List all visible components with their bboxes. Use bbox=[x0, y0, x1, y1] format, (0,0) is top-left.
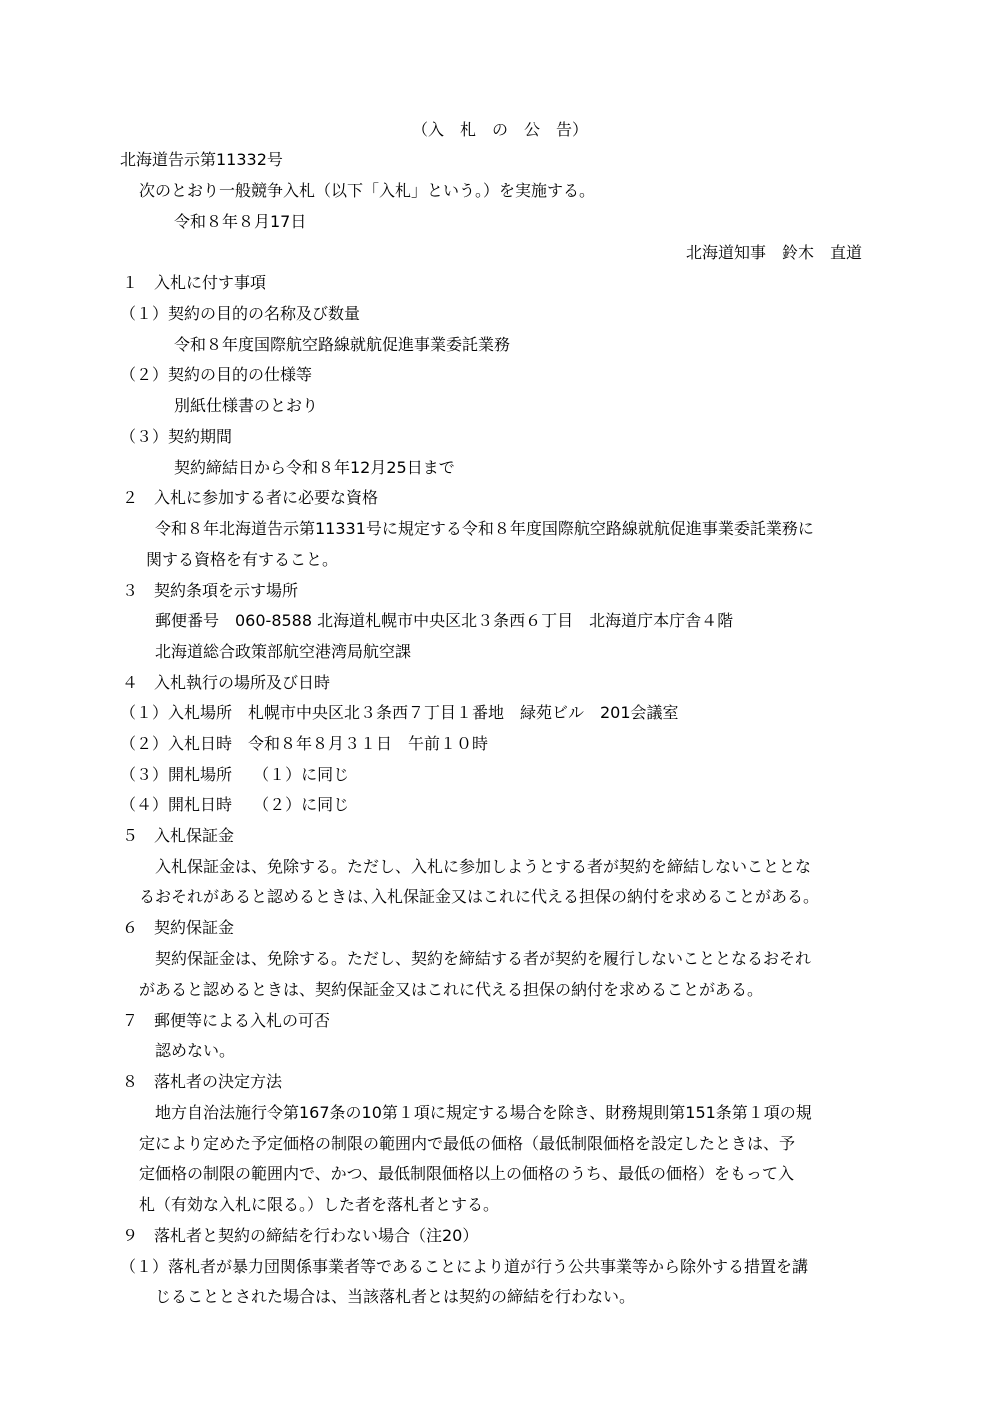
section-9-heading: ９ 落札者と契約の締結を行わない場合（注20） bbox=[122, 1226, 479, 1245]
section-7-body: 認めない。 bbox=[155, 1041, 236, 1060]
notice-date: 令和８年８月17日 bbox=[174, 212, 307, 231]
section-1-heading: １ 入札に付す事項 bbox=[122, 273, 267, 292]
section-2-heading: ２ 入札に参加する者に必要な資格 bbox=[122, 488, 379, 507]
notice-signature: 北海道知事 鈴木 直道 bbox=[685, 243, 862, 262]
section-3-heading: ３ 契約条項を示す場所 bbox=[122, 581, 299, 600]
section-1-item-3-body: 契約締結日から令和８年12月25日まで bbox=[174, 458, 455, 477]
section-1-item-1-body: 令和８年度国際航空路線就航促進事業委託業務 bbox=[174, 335, 511, 354]
notice-intro: 次のとおり一般競争入札（以下「入札」という。）を実施する。 bbox=[139, 181, 596, 200]
section-7-heading: ７ 郵便等による入札の可否 bbox=[122, 1011, 331, 1030]
section-5-line-2: るおそれがあると認めるときは､入札保証金又はこれに代える担保の納付を求めることがある。 bbox=[139, 887, 820, 906]
section-5-heading: ５ 入札保証金 bbox=[122, 826, 235, 845]
section-8-line-1: 地方自治法施行令第167条の10第１項に規定する場合を除き、財務規則第151条第１項の規 bbox=[155, 1103, 812, 1122]
section-8-line-3: 定価格の制限の範囲内で、かつ、最低制限価格以上の価格のうち、最低の価格）をもって入 bbox=[139, 1164, 795, 1183]
section-2-line-1: 令和８年北海道告示第11331号に規定する令和８年度国際航空路線就航促進事業委託業務に bbox=[155, 519, 814, 538]
notice-number: 北海道告示第11332号 bbox=[120, 150, 283, 169]
section-3-line-1: 郵便番号 060-8588 北海道札幌市中央区北３条西６丁目 北海道庁本庁舎４階 bbox=[155, 611, 734, 630]
section-6-line-1: 契約保証金は、免除する。ただし、契約を締結する者が契約を履行しないこととなるおそれ bbox=[155, 949, 812, 968]
section-9-item-1-line-1: （１）落札者が暴力団関係事業者等であることにより道が行う公共事業等から除外する措置を講 bbox=[120, 1257, 809, 1276]
section-4-item-4: （４）開札日時 （２）に同じ bbox=[120, 795, 350, 814]
section-8-line-2: 定により定めた予定価格の制限の範囲内で最低の価格（最低制限価格を設定したときは、予 bbox=[139, 1134, 796, 1153]
section-6-line-2: があると認めるときは、契約保証金又はこれに代える担保の納付を求めることがある。 bbox=[139, 980, 764, 999]
section-1-item-1-heading: （１）契約の目的の名称及び数量 bbox=[120, 304, 361, 323]
section-3-line-2: 北海道総合政策部航空港湾局航空課 bbox=[155, 642, 412, 661]
section-2-line-2: 関する資格を有すること。 bbox=[146, 550, 339, 569]
section-4-heading: ４ 入札執行の場所及び日時 bbox=[122, 673, 331, 692]
section-4-item-2: （２）入札日時 令和８年８月３１日 午前１０時 bbox=[120, 734, 489, 753]
section-5-line-1: 入札保証金は、免除する。ただし、入札に参加しようとする者が契約を締結しないこととな bbox=[155, 857, 812, 876]
section-1-item-3-heading: （３）契約期間 bbox=[120, 427, 233, 446]
section-6-heading: ６ 契約保証金 bbox=[122, 918, 235, 937]
section-9-item-1-line-2: じることとされた場合は、当該落札者とは契約の締結を行わない。 bbox=[155, 1287, 636, 1306]
section-4-item-1: （１）入札場所 札幌市中央区北３条西７丁目１番地 緑苑ビル 201会議室 bbox=[120, 703, 679, 722]
section-8-heading: ８ 落札者の決定方法 bbox=[122, 1072, 283, 1091]
section-1-item-2-body: 別紙仕様書のとおり bbox=[174, 396, 319, 415]
section-1-item-2-heading: （２）契約の目的の仕様等 bbox=[120, 365, 313, 384]
section-8-line-4: 札（有効な入札に限る。）した者を落札者とする。 bbox=[139, 1195, 500, 1214]
section-4-item-3: （３）開札場所 （１）に同じ bbox=[120, 765, 350, 784]
notice-title: （入 札 の 公 告） bbox=[411, 120, 588, 139]
